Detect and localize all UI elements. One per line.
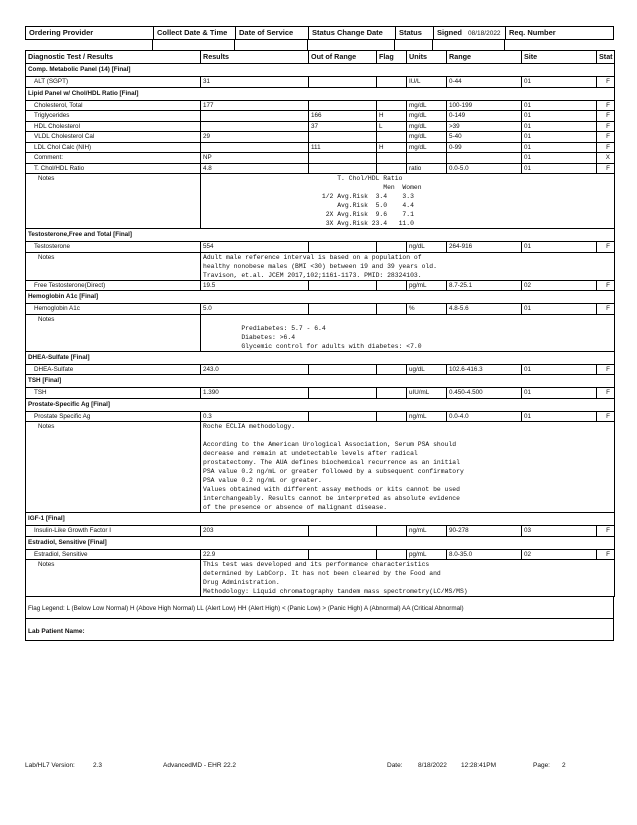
range-value: 5-40 bbox=[447, 132, 522, 143]
stat-value: F bbox=[597, 388, 615, 399]
stat-value: F bbox=[597, 142, 615, 153]
col-results: Results bbox=[201, 51, 309, 64]
flag-value bbox=[377, 163, 407, 174]
version-value: 2.3 bbox=[93, 762, 103, 769]
notes-row bbox=[26, 174, 615, 229]
stat-value: F bbox=[597, 526, 615, 537]
notes-label: Notes bbox=[26, 314, 201, 351]
section-title: TSH [Final] bbox=[26, 375, 597, 388]
result-value: 554 bbox=[201, 242, 309, 253]
out-of-range-value bbox=[309, 388, 377, 399]
section-header bbox=[26, 375, 615, 388]
notes-row bbox=[26, 422, 615, 513]
flag-value bbox=[377, 411, 407, 422]
units-value: ug/dL bbox=[407, 364, 447, 375]
col-range: Range bbox=[447, 51, 522, 64]
notes-row bbox=[26, 314, 615, 351]
result-row bbox=[26, 111, 615, 122]
notes-label: Notes bbox=[26, 560, 201, 597]
result-value: 4.8 bbox=[201, 163, 309, 174]
notes-text bbox=[201, 422, 615, 513]
stat-value: F bbox=[597, 411, 615, 422]
section-header bbox=[26, 398, 615, 411]
site-value: 01 bbox=[522, 142, 597, 153]
out-of-range-value bbox=[309, 411, 377, 422]
section-title-end bbox=[597, 64, 615, 77]
stat-value: X bbox=[597, 153, 615, 164]
site-value: 02 bbox=[522, 549, 597, 560]
result-value: 29 bbox=[201, 132, 309, 143]
test-name: TSH bbox=[26, 388, 201, 399]
units-value: ratio bbox=[407, 163, 447, 174]
test-name: Hemoglobin A1c bbox=[26, 304, 201, 315]
header-spacer bbox=[25, 40, 614, 50]
range-value: 100-199 bbox=[447, 100, 522, 111]
test-name: Estradiol, Sensitive bbox=[26, 549, 201, 560]
result-value bbox=[201, 121, 309, 132]
section-header bbox=[26, 536, 615, 549]
test-name: Insulin-Like Growth Factor I bbox=[26, 526, 201, 537]
flag-value: L bbox=[377, 121, 407, 132]
result-value: 5.0 bbox=[201, 304, 309, 315]
page-label: Page: bbox=[533, 762, 550, 769]
section-title: Lipid Panel w/ Chol/HDL Ratio [Final] bbox=[26, 87, 597, 100]
out-of-range-value bbox=[309, 364, 377, 375]
section-header bbox=[26, 87, 615, 100]
status-change-label: Status Change Date bbox=[309, 27, 396, 39]
result-row bbox=[26, 549, 615, 560]
out-of-range-value bbox=[309, 526, 377, 537]
result-value: 1.390 bbox=[201, 388, 309, 399]
column-header-row bbox=[26, 51, 615, 64]
out-of-range-value bbox=[309, 280, 377, 291]
result-row bbox=[26, 132, 615, 143]
result-value: 0.3 bbox=[201, 411, 309, 422]
range-value: 0.0-5.0 bbox=[447, 163, 522, 174]
stat-value: F bbox=[597, 132, 615, 143]
flag-value bbox=[377, 100, 407, 111]
result-row bbox=[26, 121, 615, 132]
test-name: VLDL Cholesterol Cal bbox=[26, 132, 201, 143]
test-name: ALT (SGPT) bbox=[26, 77, 201, 88]
site-value: 01 bbox=[522, 304, 597, 315]
units-value: ng/mL bbox=[407, 411, 447, 422]
site-value: 01 bbox=[522, 163, 597, 174]
col-out-of-range: Out of Range bbox=[309, 51, 377, 64]
notes-text bbox=[201, 252, 615, 280]
test-name: Free Testosterone(Direct) bbox=[26, 280, 201, 291]
out-of-range-value bbox=[309, 549, 377, 560]
section-header bbox=[26, 351, 615, 364]
out-of-range-value bbox=[309, 132, 377, 143]
out-of-range-value bbox=[309, 100, 377, 111]
notes-body: Roche ECLIA methodology. According to the American Urological Association, Serum PSA should decrease and remain at undetectable levels after radical prostatectomy. The AUA defines biochemical recurrence as an initial PSA value 0.2 ng/mL or greater followed by a subsequent confirmatory PSA value 0.2 ng/mL or greater. Values obtained with different assay methods or kits cannot be used interchangeably. Results cannot be interpreted as absolute evidence of the presence or absence of malignant disease. bbox=[203, 423, 464, 511]
result-value bbox=[201, 142, 309, 153]
result-row bbox=[26, 388, 615, 399]
col-flag: Flag bbox=[377, 51, 407, 64]
range-value: 90-278 bbox=[447, 526, 522, 537]
section-title-end bbox=[597, 351, 615, 364]
test-name: HDL Cholesterol bbox=[26, 121, 201, 132]
report-header bbox=[25, 26, 614, 40]
result-row bbox=[26, 411, 615, 422]
result-row bbox=[26, 100, 615, 111]
time-value: 12:28:41PM bbox=[461, 762, 497, 769]
notes-row bbox=[26, 560, 615, 597]
notes-body: Prediabetes: 5.7 - 6.4 Diabetes: >6.4 Glycemic control for adults with diabetes: <7.0 bbox=[241, 324, 422, 350]
flag-value bbox=[377, 280, 407, 291]
site-value: 01 bbox=[522, 111, 597, 122]
date-value: 8/18/2022 bbox=[418, 762, 447, 769]
col-stat: Stat bbox=[597, 51, 615, 64]
test-name: LDL Chol Calc (NIH) bbox=[26, 142, 201, 153]
result-value: 22.9 bbox=[201, 549, 309, 560]
result-row bbox=[26, 163, 615, 174]
range-value: 8.0-35.0 bbox=[447, 549, 522, 560]
test-name: DHEA-Sulfate bbox=[26, 364, 201, 375]
units-value: pg/mL bbox=[407, 280, 447, 291]
status-label: Status bbox=[396, 27, 434, 39]
range-value: >39 bbox=[447, 121, 522, 132]
test-name: Comment: bbox=[26, 153, 201, 164]
test-name: Triglycerides bbox=[26, 111, 201, 122]
signed-cell bbox=[434, 27, 506, 39]
result-row bbox=[26, 280, 615, 291]
site-value: 01 bbox=[522, 100, 597, 111]
notes-text bbox=[201, 560, 615, 597]
req-number-label: Req. Number bbox=[509, 28, 556, 37]
out-of-range-value bbox=[309, 153, 377, 164]
signed-label: Signed bbox=[437, 28, 463, 37]
range-value: 0.450-4.500 bbox=[447, 388, 522, 399]
result-row bbox=[26, 304, 615, 315]
flag-value bbox=[377, 526, 407, 537]
stat-value: F bbox=[597, 242, 615, 253]
out-of-range-value bbox=[309, 77, 377, 88]
section-title-end bbox=[597, 229, 615, 242]
version-label: Lab/HL7 Version: bbox=[25, 762, 75, 769]
stat-value: F bbox=[597, 111, 615, 122]
test-name: T. Chol/HDL Ratio bbox=[26, 163, 201, 174]
stat-value: F bbox=[597, 163, 615, 174]
units-value: % bbox=[407, 304, 447, 315]
units-value: IU/L bbox=[407, 77, 447, 88]
date-label: Date: bbox=[387, 762, 403, 769]
section-title-end bbox=[597, 291, 615, 304]
notes-body: T. Chol/HDL Ratio Men Women 1/2 Avg.Risk 3.4 3.3 Avg.Risk 5.0 4.4 2X Avg.Risk 9.6 7.1 3X Avg.Risk 23.4 11.0 bbox=[321, 175, 422, 227]
product-name: AdvancedMD - EHR 22.2 bbox=[163, 762, 236, 769]
section-title-end bbox=[597, 398, 615, 411]
notes-body: Adult male reference interval is based on a population of healthy nonobese males (BMI <30) between 19 and 39 years old. Travison, et.al. JCEM 2017,102;1161-1173. PMID: 28324103. bbox=[203, 253, 437, 279]
site-value: 01 bbox=[522, 364, 597, 375]
range-value bbox=[447, 153, 522, 164]
units-value: ng/mL bbox=[407, 526, 447, 537]
site-value: 01 bbox=[522, 77, 597, 88]
result-row bbox=[26, 77, 615, 88]
out-of-range-value bbox=[309, 304, 377, 315]
out-of-range-value: 37 bbox=[309, 121, 377, 132]
range-value: 102.6-416.3 bbox=[447, 364, 522, 375]
site-value: 01 bbox=[522, 242, 597, 253]
notes-body: This test was developed and its performance characteristics determined by LabCorp. It has not been cleared by the Food and Drug Administration. Methodology: Liquid chromatography tandem mass spectrometry(LC/MS/MS) bbox=[203, 561, 468, 595]
lab-patient-name: Lab Patient Name: bbox=[25, 624, 614, 641]
col-units: Units bbox=[407, 51, 447, 64]
section-title: Comp. Metabolic Panel (14) [Final] bbox=[26, 64, 597, 77]
section-title: IGF-1 [Final] bbox=[26, 513, 597, 526]
notes-label: Notes bbox=[26, 252, 201, 280]
lab-report-sheet bbox=[25, 26, 614, 641]
test-name: Prostate Specific Ag bbox=[26, 411, 201, 422]
flag-value bbox=[377, 153, 407, 164]
range-value: 0-149 bbox=[447, 111, 522, 122]
results-table bbox=[25, 50, 615, 597]
result-value: 243.0 bbox=[201, 364, 309, 375]
stat-value: F bbox=[597, 121, 615, 132]
units-value: mg/dL bbox=[407, 111, 447, 122]
result-row bbox=[26, 242, 615, 253]
range-value: 4.8-5.6 bbox=[447, 304, 522, 315]
flag-value bbox=[377, 242, 407, 253]
flag-legend: Flag Legend: L (Below Low Normal) H (Above High Normal) LL (Alert Low) HH (Alert High) < (Panic Low) > (Panic High) A (Abnormal) AA (Critical Abnormal) bbox=[25, 602, 614, 619]
section-header bbox=[26, 513, 615, 526]
site-value: 02 bbox=[522, 280, 597, 291]
flag-value bbox=[377, 132, 407, 143]
flag-value: H bbox=[377, 111, 407, 122]
notes-text bbox=[201, 174, 615, 229]
flag-value: H bbox=[377, 142, 407, 153]
page-number: 2 bbox=[562, 762, 566, 769]
result-value: NP bbox=[201, 153, 309, 164]
test-name: Cholesterol, Total bbox=[26, 100, 201, 111]
out-of-range-value: 111 bbox=[309, 142, 377, 153]
site-value: 01 bbox=[522, 411, 597, 422]
flag-value bbox=[377, 388, 407, 399]
section-title-end bbox=[597, 536, 615, 549]
range-value: 8.7-25.1 bbox=[447, 280, 522, 291]
stat-value: F bbox=[597, 77, 615, 88]
out-of-range-value: 166 bbox=[309, 111, 377, 122]
units-value: mg/dL bbox=[407, 142, 447, 153]
signed-date: 08/18/2022 bbox=[468, 30, 501, 37]
units-value bbox=[407, 153, 447, 164]
range-value: 264-916 bbox=[447, 242, 522, 253]
section-title-end bbox=[597, 513, 615, 526]
units-value: mg/dL bbox=[407, 100, 447, 111]
out-of-range-value bbox=[309, 242, 377, 253]
site-value: 01 bbox=[522, 388, 597, 399]
notes-label: Notes bbox=[26, 174, 201, 229]
site-value: 03 bbox=[522, 526, 597, 537]
section-title: Estradiol, Sensitive [Final] bbox=[26, 536, 597, 549]
flag-value bbox=[377, 77, 407, 88]
result-row bbox=[26, 142, 615, 153]
result-row bbox=[26, 364, 615, 375]
ordering-provider-label: Ordering Provider bbox=[26, 27, 154, 39]
collect-date-label: Collect Date & Time bbox=[154, 27, 236, 39]
result-value: 31 bbox=[201, 77, 309, 88]
notes-row bbox=[26, 252, 615, 280]
units-value: mg/dL bbox=[407, 121, 447, 132]
stat-value: F bbox=[597, 304, 615, 315]
result-value: 19.5 bbox=[201, 280, 309, 291]
stat-value: F bbox=[597, 364, 615, 375]
range-value: 0-44 bbox=[447, 77, 522, 88]
section-title-end bbox=[597, 375, 615, 388]
units-value: ng/dL bbox=[407, 242, 447, 253]
stat-value: F bbox=[597, 549, 615, 560]
section-title: Hemoglobin A1c [Final] bbox=[26, 291, 597, 304]
section-title: DHEA-Sulfate [Final] bbox=[26, 351, 597, 364]
result-value: 177 bbox=[201, 100, 309, 111]
section-title: Testosterone,Free and Total [Final] bbox=[26, 229, 597, 242]
site-value: 01 bbox=[522, 153, 597, 164]
section-header bbox=[26, 229, 615, 242]
section-title-end bbox=[597, 87, 615, 100]
section-title: Prostate-Specific Ag [Final] bbox=[26, 398, 597, 411]
site-value: 01 bbox=[522, 121, 597, 132]
stat-value: F bbox=[597, 100, 615, 111]
date-of-service-label: Date of Service bbox=[236, 27, 309, 39]
flag-value bbox=[377, 304, 407, 315]
range-value: 0.0-4.0 bbox=[447, 411, 522, 422]
col-test: Diagnostic Test / Results bbox=[26, 51, 201, 64]
col-site: Site bbox=[522, 51, 597, 64]
out-of-range-value bbox=[309, 163, 377, 174]
section-header bbox=[26, 64, 615, 77]
test-name: Testosterone bbox=[26, 242, 201, 253]
units-value: pg/mL bbox=[407, 549, 447, 560]
flag-value bbox=[377, 549, 407, 560]
notes-label: Notes bbox=[26, 422, 201, 513]
result-row bbox=[26, 153, 615, 164]
flag-value bbox=[377, 364, 407, 375]
site-value: 01 bbox=[522, 132, 597, 143]
stat-value: F bbox=[597, 280, 615, 291]
result-row bbox=[26, 526, 615, 537]
notes-text bbox=[201, 314, 615, 351]
result-value bbox=[201, 111, 309, 122]
range-value: 0-99 bbox=[447, 142, 522, 153]
result-value: 203 bbox=[201, 526, 309, 537]
section-header bbox=[26, 291, 615, 304]
units-value: mg/dL bbox=[407, 132, 447, 143]
units-value: uIU/mL bbox=[407, 388, 447, 399]
